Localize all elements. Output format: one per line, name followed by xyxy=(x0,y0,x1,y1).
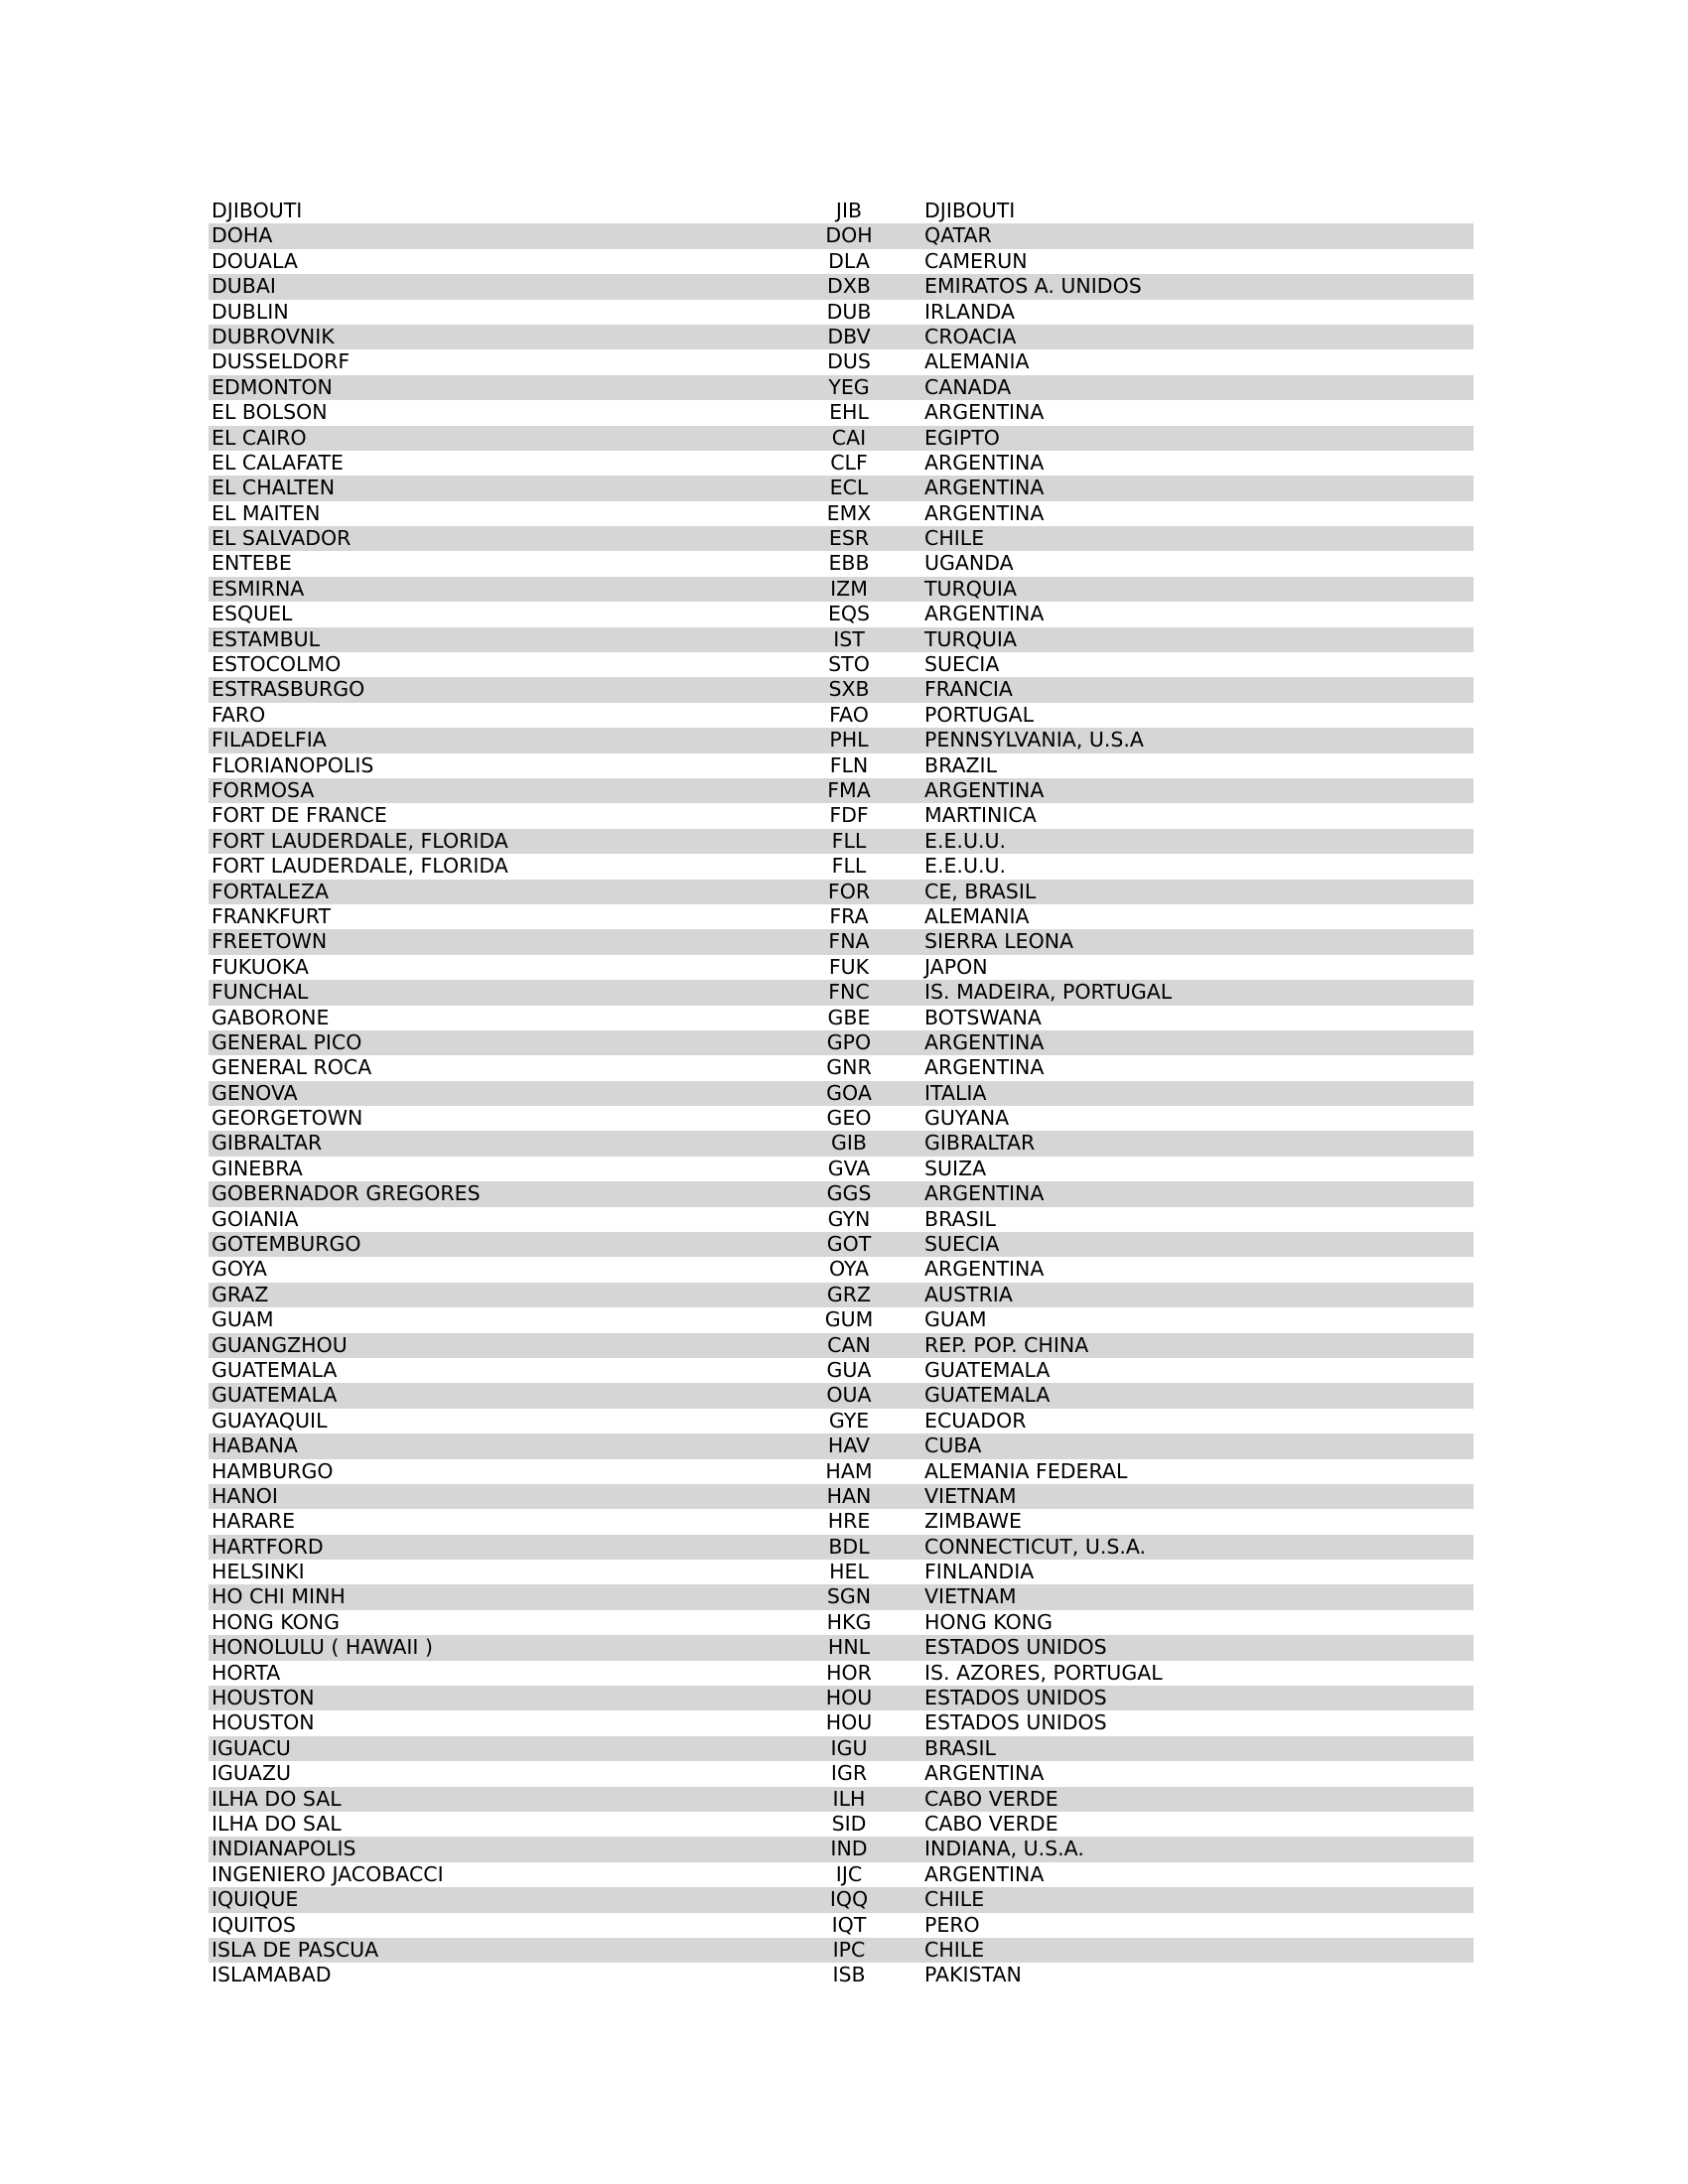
country-cell: ALEMANIA FEDERAL xyxy=(924,1458,1128,1483)
country-cell: GUATEMALA xyxy=(924,1383,1051,1408)
country-cell: CE, BRASIL xyxy=(924,879,1037,903)
airport-code-cell: STO xyxy=(828,652,870,677)
country-cell: PERO xyxy=(924,1912,980,1937)
city-cell: GOBERNADOR GREGORES xyxy=(211,1181,481,1206)
table-row xyxy=(209,677,1474,702)
airport-code-cell: GUM xyxy=(824,1307,874,1332)
table-row xyxy=(209,249,1474,274)
table-row xyxy=(209,426,1474,451)
table-row xyxy=(209,1307,1474,1332)
country-cell: ESTADOS UNIDOS xyxy=(924,1710,1107,1735)
table-row xyxy=(209,1181,1474,1206)
country-cell: PENNSYLVANIA, U.S.A xyxy=(924,728,1144,752)
table-row xyxy=(209,1106,1474,1131)
airport-code-cell: EQS xyxy=(827,602,871,626)
table-row xyxy=(209,1433,1474,1458)
city-cell: DUSSELDORF xyxy=(211,349,351,374)
table-row xyxy=(209,400,1474,425)
country-cell: CANADA xyxy=(924,374,1012,399)
country-cell: ALEMANIA xyxy=(924,349,1030,374)
airport-code-cell: GBE xyxy=(827,1005,871,1029)
airport-code-cell: IND xyxy=(830,1837,868,1861)
table-row xyxy=(209,627,1474,652)
table-row xyxy=(209,929,1474,954)
airport-code-cell: IQT xyxy=(831,1912,867,1937)
table-row xyxy=(209,1560,1474,1584)
airport-code-cell: HAN xyxy=(826,1483,872,1508)
city-cell: FRANKFURT xyxy=(211,903,332,928)
country-cell: ARGENTINA xyxy=(924,450,1045,475)
table-row xyxy=(209,1761,1474,1786)
country-cell: ITALIA xyxy=(924,1080,987,1105)
city-cell: GINEBRA xyxy=(211,1156,303,1180)
airport-code-cell: GVA xyxy=(827,1156,871,1180)
country-cell: ARGENTINA xyxy=(924,400,1045,425)
city-cell: FUNCHAL xyxy=(211,980,309,1005)
country-cell: ESTADOS UNIDOS xyxy=(924,1635,1107,1660)
city-cell: ESMIRNA xyxy=(211,576,305,601)
city-cell: FREETOWN xyxy=(211,929,328,954)
country-cell: ARGENTINA xyxy=(924,476,1045,500)
airport-code-cell: HAM xyxy=(825,1458,873,1483)
table-row xyxy=(209,955,1474,980)
table-row xyxy=(209,1887,1474,1912)
city-cell: GUAYAQUIL xyxy=(211,1408,328,1433)
country-cell: TURQUIA xyxy=(924,626,1017,651)
country-cell: BRAZIL xyxy=(924,752,998,777)
city-cell: HARTFORD xyxy=(211,1534,324,1559)
table-row xyxy=(209,1837,1474,1861)
country-cell: ESTADOS UNIDOS xyxy=(924,1686,1107,1710)
city-cell: EDMONTON xyxy=(211,374,333,399)
country-cell: REP. POP. CHINA xyxy=(924,1332,1089,1357)
country-cell: E.E.U.U. xyxy=(924,854,1006,879)
city-cell: EL CHALTEN xyxy=(211,476,336,500)
table-row xyxy=(209,1081,1474,1106)
table-row xyxy=(209,1710,1474,1735)
city-cell: HONG KONG xyxy=(211,1609,340,1634)
airport-code-cell: ILH xyxy=(832,1786,866,1811)
table-row xyxy=(209,880,1474,904)
airport-code-cell: HNL xyxy=(827,1635,871,1660)
country-cell: ARGENTINA xyxy=(924,500,1045,525)
country-cell: VIETNAM xyxy=(924,1483,1017,1508)
city-cell: HORTA xyxy=(211,1660,281,1685)
city-cell: FUKUOKA xyxy=(211,954,309,979)
airport-code-cell: FNA xyxy=(828,929,870,954)
table-row xyxy=(209,829,1474,854)
table-row xyxy=(209,1131,1474,1156)
country-cell: IRLANDA xyxy=(924,299,1015,324)
city-cell: HABANA xyxy=(211,1433,298,1458)
airport-code-cell: FOR xyxy=(827,879,871,903)
country-cell: SUECIA xyxy=(924,1232,1000,1257)
table-row xyxy=(209,1207,1474,1232)
country-cell: SUECIA xyxy=(924,652,1000,677)
country-cell: BOTSWANA xyxy=(924,1005,1042,1029)
city-cell: GABORONE xyxy=(211,1005,330,1029)
table-row xyxy=(209,980,1474,1005)
city-cell: HONOLULU ( HAWAII ) xyxy=(211,1635,433,1660)
country-cell: ARGENTINA xyxy=(924,1181,1045,1206)
table-row xyxy=(209,1862,1474,1887)
country-cell: CROACIA xyxy=(924,324,1017,348)
city-cell: ENTEBE xyxy=(211,551,292,576)
country-cell: GUAM xyxy=(924,1307,987,1332)
airport-code-cell: HAV xyxy=(827,1433,871,1458)
airport-code-cell: GOA xyxy=(826,1080,872,1105)
city-cell: GUANGZHOU xyxy=(211,1332,348,1357)
airport-code-cell: IST xyxy=(833,626,865,651)
table-row xyxy=(209,1610,1474,1635)
table-row xyxy=(209,526,1474,551)
city-cell: ESQUEL xyxy=(211,602,293,626)
airport-code-cell: DOH xyxy=(825,223,873,248)
city-cell: FORT LAUDERDALE, FLORIDA xyxy=(211,828,508,853)
country-cell: CUBA xyxy=(924,1433,982,1458)
airport-code-cell: GOT xyxy=(826,1232,872,1257)
airport-code-cell: JIB xyxy=(835,199,863,222)
airport-code-cell: ESR xyxy=(828,526,870,551)
city-cell: EL CALAFATE xyxy=(211,450,344,475)
airport-code-cell: FLL xyxy=(831,854,867,879)
city-cell: ESTOCOLMO xyxy=(211,652,342,677)
city-cell: IQUITOS xyxy=(211,1912,296,1937)
table-row xyxy=(209,1635,1474,1660)
country-cell: ECUADOR xyxy=(924,1408,1027,1433)
table-row xyxy=(209,1030,1474,1055)
table-row xyxy=(209,728,1474,752)
airport-code-cell: DUS xyxy=(827,349,871,374)
table-row xyxy=(209,602,1474,626)
city-cell: GEORGETOWN xyxy=(211,1106,363,1131)
city-cell: DUBROVNIK xyxy=(211,324,335,348)
city-cell: EL SALVADOR xyxy=(211,526,352,551)
city-cell: GENERAL PICO xyxy=(211,1029,362,1054)
airport-code-cell: DXB xyxy=(827,274,871,299)
table-row xyxy=(209,375,1474,400)
country-cell: BRASIL xyxy=(924,1206,996,1231)
airport-code-cell: HOU xyxy=(825,1710,873,1735)
country-cell: IS. AZORES, PORTUGAL xyxy=(924,1660,1163,1685)
country-cell: CABO VERDE xyxy=(924,1786,1058,1811)
city-cell: FARO xyxy=(211,702,266,727)
airport-code-cell: EBB xyxy=(828,551,870,576)
table-row xyxy=(209,577,1474,602)
country-cell: PAKISTAN xyxy=(924,1963,1022,1987)
airport-code-cell: HRE xyxy=(827,1509,871,1534)
table-row xyxy=(209,1736,1474,1761)
airport-code-cell: YEG xyxy=(828,374,870,399)
airport-code-cell: GEO xyxy=(826,1106,872,1131)
airport-code-cell: CLF xyxy=(830,450,868,475)
city-cell: DUBLIN xyxy=(211,299,289,324)
table-row xyxy=(209,1938,1474,1963)
table-row xyxy=(209,1383,1474,1408)
country-cell: FRANCIA xyxy=(924,677,1013,702)
city-cell: GUATEMALA xyxy=(211,1357,338,1382)
country-cell: QATAR xyxy=(924,223,992,248)
country-cell: AUSTRIA xyxy=(924,1282,1013,1306)
airport-code-cell: HEL xyxy=(829,1560,869,1584)
country-cell: CAMERUN xyxy=(924,248,1028,273)
airport-code-cell: IZM xyxy=(830,576,868,601)
city-cell: HAMBURGO xyxy=(211,1458,334,1483)
country-cell: E.E.U.U. xyxy=(924,828,1006,853)
city-cell: INDIANAPOLIS xyxy=(211,1837,356,1861)
city-cell: HANOI xyxy=(211,1483,278,1508)
airport-code-cell: FNC xyxy=(828,980,870,1005)
airport-code-cell: GRZ xyxy=(826,1282,872,1306)
airport-code-cell: ECL xyxy=(829,476,869,500)
airport-code-cell: HOU xyxy=(825,1686,873,1710)
airport-code-cell: HKG xyxy=(826,1609,872,1634)
airport-code-cell: FMA xyxy=(827,777,871,802)
table-row xyxy=(209,551,1474,576)
city-cell: FILADELFIA xyxy=(211,728,327,752)
airport-code-cell: GUA xyxy=(826,1357,872,1382)
city-cell: GUAM xyxy=(211,1307,274,1332)
country-cell: JAPON xyxy=(924,954,988,979)
city-cell: EL MAITEN xyxy=(211,500,321,525)
airport-code-cell: OUA xyxy=(826,1383,872,1408)
airport-code-cell: CAI xyxy=(831,425,867,450)
country-cell: ARGENTINA xyxy=(924,1257,1045,1282)
table-row xyxy=(209,1409,1474,1433)
country-cell: PORTUGAL xyxy=(924,702,1035,727)
airport-code-cell: FAO xyxy=(829,702,869,727)
airport-code-cell: GYN xyxy=(827,1206,871,1231)
country-cell: ARGENTINA xyxy=(924,602,1045,626)
table-row xyxy=(209,753,1474,778)
country-cell: BRASIL xyxy=(924,1735,996,1760)
table-row xyxy=(209,325,1474,349)
table-row xyxy=(209,1283,1474,1307)
country-cell: MARTINICA xyxy=(924,803,1037,828)
country-cell: CHILE xyxy=(924,1937,985,1962)
country-cell: SIERRA LEONA xyxy=(924,929,1074,954)
airport-code-cell: ISB xyxy=(832,1963,866,1987)
city-cell: GOYA xyxy=(211,1257,267,1282)
table-row xyxy=(209,1812,1474,1837)
country-cell: UGANDA xyxy=(924,551,1014,576)
table-row xyxy=(209,1358,1474,1383)
table-row xyxy=(209,1257,1474,1282)
table-row xyxy=(209,1963,1474,1987)
table-row xyxy=(209,1535,1474,1560)
table-row xyxy=(209,1484,1474,1509)
table-row xyxy=(209,476,1474,500)
airport-code-cell: GNR xyxy=(826,1055,872,1080)
table-row xyxy=(209,1333,1474,1358)
airport-code-cell: SGN xyxy=(826,1584,872,1609)
city-cell: GIBRALTAR xyxy=(211,1131,323,1156)
city-cell: DOHA xyxy=(211,223,273,248)
country-cell: ALEMANIA xyxy=(924,903,1030,928)
airport-code-cell: CAN xyxy=(827,1332,871,1357)
city-cell: IGUAZU xyxy=(211,1761,292,1786)
country-cell: CHILE xyxy=(924,526,985,551)
city-cell: FLORIANOPOLIS xyxy=(211,752,374,777)
country-cell: DJIBOUTI xyxy=(924,199,1016,222)
country-cell: CHILE xyxy=(924,1887,985,1912)
airport-code-cell: SID xyxy=(831,1812,867,1836)
airport-code-cell: IPC xyxy=(832,1937,866,1962)
table-row xyxy=(209,274,1474,299)
table-row xyxy=(209,1787,1474,1812)
table-row xyxy=(209,1232,1474,1257)
city-cell: FORT LAUDERDALE, FLORIDA xyxy=(211,854,508,879)
table-row xyxy=(209,1509,1474,1534)
city-cell: ILHA DO SAL xyxy=(211,1812,342,1836)
table-row xyxy=(209,1913,1474,1938)
city-cell: EL CAIRO xyxy=(211,425,307,450)
airport-code-cell: FRA xyxy=(829,903,869,928)
airport-code-cell: FLL xyxy=(831,828,867,853)
city-cell: HELSINKI xyxy=(211,1560,305,1584)
airport-code-cell: PHL xyxy=(829,728,869,752)
city-cell: ISLAMABAD xyxy=(211,1963,332,1987)
country-cell: GUATEMALA xyxy=(924,1357,1051,1382)
table-row xyxy=(209,223,1474,248)
table-row xyxy=(209,652,1474,677)
country-cell: ARGENTINA xyxy=(924,1055,1045,1080)
airport-code-cell: OYA xyxy=(829,1257,869,1282)
city-cell: ISLA DE PASCUA xyxy=(211,1937,379,1962)
table-row xyxy=(209,1584,1474,1609)
country-cell: ARGENTINA xyxy=(924,1761,1045,1786)
country-cell: VIETNAM xyxy=(924,1584,1017,1609)
country-cell: EMIRATOS A. UNIDOS xyxy=(924,274,1142,299)
table-row xyxy=(209,854,1474,879)
table-row xyxy=(209,904,1474,929)
table-row xyxy=(209,703,1474,728)
city-cell: ESTRASBURGO xyxy=(211,677,365,702)
city-cell: ILHA DO SAL xyxy=(211,1786,342,1811)
city-cell: GOIANIA xyxy=(211,1206,299,1231)
airport-code-cell: FUK xyxy=(828,954,870,979)
table-row xyxy=(209,1157,1474,1181)
city-cell: HOUSTON xyxy=(211,1710,315,1735)
country-cell: TURQUIA xyxy=(924,576,1017,601)
city-cell: GUATEMALA xyxy=(211,1383,338,1408)
country-cell: ARGENTINA xyxy=(924,1861,1045,1886)
airport-code-cell: DUB xyxy=(826,299,872,324)
airport-code-cell: GIB xyxy=(831,1131,867,1156)
country-cell: CONNECTICUT, U.S.A. xyxy=(924,1534,1147,1559)
airport-code-cell: EMX xyxy=(826,500,872,525)
table-row xyxy=(209,1459,1474,1484)
country-cell: ZIMBAWE xyxy=(924,1509,1022,1534)
city-cell: DOUALA xyxy=(211,248,298,273)
table-row xyxy=(209,451,1474,476)
airport-code-cell: FLN xyxy=(829,752,869,777)
country-cell: ARGENTINA xyxy=(924,1029,1045,1054)
city-cell: GENERAL ROCA xyxy=(211,1055,372,1080)
country-cell: ARGENTINA xyxy=(924,777,1045,802)
airport-code-cell: SXB xyxy=(828,677,870,702)
country-cell: FINLANDIA xyxy=(924,1560,1035,1584)
city-cell: EL BOLSON xyxy=(211,400,328,425)
city-cell: HOUSTON xyxy=(211,1686,315,1710)
airport-code-cell: GYE xyxy=(828,1408,870,1433)
city-cell: FORMOSA xyxy=(211,777,315,802)
table-row xyxy=(209,199,1474,223)
country-cell: GUYANA xyxy=(924,1106,1010,1131)
table-row xyxy=(209,501,1474,526)
table-row xyxy=(209,803,1474,828)
city-cell: INGENIERO JACOBACCI xyxy=(211,1861,444,1886)
airport-code-cell: EHL xyxy=(829,400,869,425)
city-cell: DUBAI xyxy=(211,274,276,299)
city-cell: GRAZ xyxy=(211,1282,269,1306)
airport-code-cell: FDF xyxy=(829,803,869,828)
city-cell: ESTAMBUL xyxy=(211,626,321,651)
airport-code-cell: HOR xyxy=(826,1660,872,1685)
city-cell: GENOVA xyxy=(211,1080,298,1105)
city-cell: IGUACU xyxy=(211,1735,291,1760)
city-cell: HO CHI MINH xyxy=(211,1584,346,1609)
airport-code-cell: DLA xyxy=(828,248,870,273)
country-cell: HONG KONG xyxy=(924,1609,1053,1634)
country-cell: GIBRALTAR xyxy=(924,1131,1036,1156)
airport-code-cell: IGU xyxy=(830,1735,868,1760)
table-row xyxy=(209,1661,1474,1686)
airport-code-cell: GGS xyxy=(826,1181,872,1206)
country-cell: CABO VERDE xyxy=(924,1812,1058,1836)
city-cell: GOTEMBURGO xyxy=(211,1232,361,1257)
table-row xyxy=(209,300,1474,325)
table-row xyxy=(209,1055,1474,1080)
table-row xyxy=(209,1686,1474,1710)
country-cell: EGIPTO xyxy=(924,425,1000,450)
table-row xyxy=(209,778,1474,803)
airport-code-cell: DBV xyxy=(827,324,871,348)
airport-code-table xyxy=(209,199,1474,1988)
airport-code-cell: IJC xyxy=(835,1861,863,1886)
city-cell: IQUIQUE xyxy=(211,1887,299,1912)
airport-code-cell: IGR xyxy=(830,1761,868,1786)
country-cell: IS. MADEIRA, PORTUGAL xyxy=(924,980,1173,1005)
country-cell: INDIANA, U.S.A. xyxy=(924,1837,1084,1861)
city-cell: FORTALEZA xyxy=(211,879,330,903)
table-row xyxy=(209,349,1474,374)
city-cell: HARARE xyxy=(211,1509,296,1534)
country-cell: SUIZA xyxy=(924,1156,987,1180)
airport-code-cell: IQQ xyxy=(829,1887,869,1912)
airport-code-cell: GPO xyxy=(826,1029,872,1054)
airport-code-cell: BDL xyxy=(828,1534,870,1559)
city-cell: FORT DE FRANCE xyxy=(211,803,387,828)
city-cell: DJIBOUTI xyxy=(211,199,303,222)
table-row xyxy=(209,1006,1474,1030)
